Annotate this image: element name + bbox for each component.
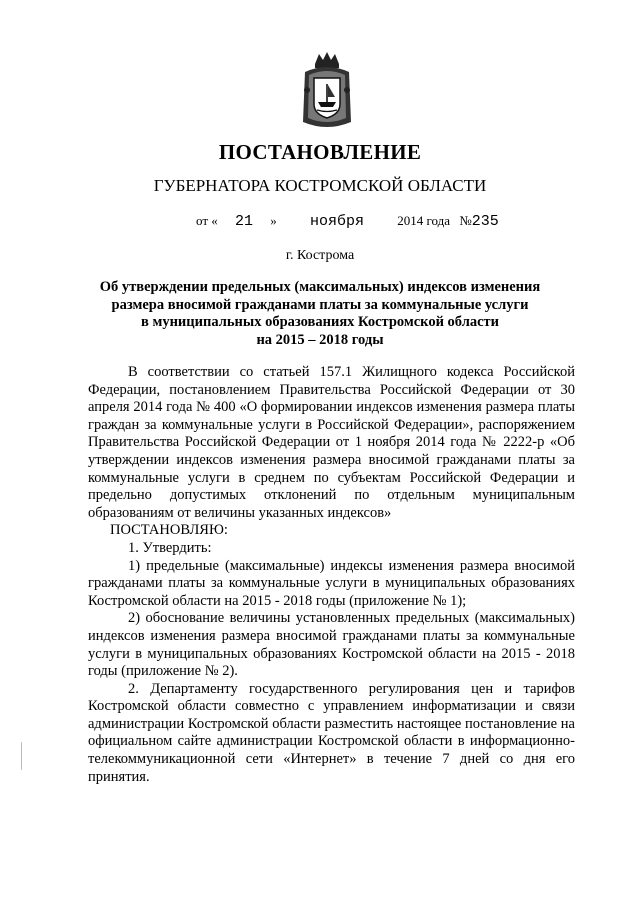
number-sign: №	[459, 213, 472, 228]
scan-edge-mark	[21, 742, 22, 770]
document-heading	[70, 279, 570, 349]
clause-paragraph: 2) обоснование величины установленных предельных (максимальных) индексов изменения размера вносимой гражданами платы за коммунальные услуги в муниципальных образованиях Костромской области на 2015 - 2018 годы (приложение № 2).	[88, 610, 575, 680]
clause-paragraph: 1) предельные (максимальные) индексы изменения размера вносимой гражданами платы за коммунальные услуги в муниципальных образованиях Костромской области на 2015 - 2018 годы (приложение № 1);	[88, 557, 575, 609]
clause-paragraph: 2. Департаменту государственного регулирования цен и тарифов Костромской области совместно с управлением информатизации и связи администрации Костромской области разместить настоящее постановление на официальном сайте администрации Костромской области в информационно-телекоммуникационной сети «Интернет» в течение 7 дней со дня его принятия.	[88, 680, 575, 785]
date-year: 2014 года	[397, 213, 451, 228]
document-dateline	[196, 213, 499, 230]
coat-of-arms-emblem	[299, 50, 355, 132]
date-day: 21	[235, 213, 254, 230]
date-prefix: от «	[196, 213, 218, 228]
heading-line: в муниципальных образованиях Костромской области	[141, 314, 499, 330]
clause-paragraph: 1. Утвердить:	[128, 539, 212, 556]
resolve-paragraph: ПОСТАНОВЛЯЮ:	[110, 522, 228, 539]
heading-line: Об утверждении предельных (максимальных) индексов изменения	[99, 279, 541, 295]
heading-line: на 2015 – 2018 годы	[256, 331, 384, 348]
document-title: ПОСТАНОВЛЕНИЕ	[218, 140, 422, 164]
document-body	[88, 364, 575, 786]
heading-line: размера вносимой гражданами платы за коммунальные услуги	[111, 296, 529, 313]
document-city: г. Кострома	[285, 248, 355, 263]
preamble-paragraph: В соответствии со статьей 157.1 Жилищного кодекса Российской Федерации, постановлением Правительства Российской Федерации от 30 апреля 2014 года № 400 «О формировании индексов изменения размера платы граждан за коммунальные услуги в Российской Федерации», распоряжением Правительства Российской Федерации от 1 ноября 2014 года № 2222-р «Об утверждении индексов изменения размера вносимой гражданами платы за коммунальные услуги в среднем по субъектам Российской Федерации и предельно допустимых отклонений по отдельным муниципальным образованиям от величины указанных индексов»	[88, 364, 575, 521]
date-mid: »	[270, 213, 277, 228]
document-subtitle: ГУБЕРНАТОРА КОСТРОМСКОЙ ОБЛАСТИ	[153, 176, 487, 195]
document-number: 235	[471, 213, 499, 230]
date-month: ноября	[310, 213, 365, 230]
